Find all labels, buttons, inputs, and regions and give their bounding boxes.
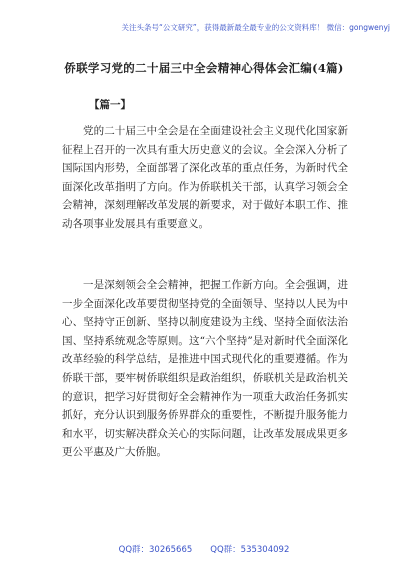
body-paragraph: 一是深刻领会全会精神，把握工作新方向。全会强调，进一步全面深化改革要贯彻坚持党的全面领导、坚持以人民为中心、坚持守正创新、坚持以制度建设为主线、坚持全面依法治国、坚持系统观念等原则。这“六个坚持”是对新时代全面深化改革经验的科学总结，是推进中国式现代化的重要遵循。作为侨联干部，要牢树侨联组织是政治组织，侨联机关是政治机关的意识，把学习好贯彻好全会精神作为一项重大政治任务抓实抓好，充分认识到服务侨界群众的重要性，不断提升服务能力和水平，切实解决群众关心的实际问题，让改革发展成果更多更公平惠及广大侨胞。 <box>62 279 348 459</box>
document-title: 侨联学习党的二十届三中全会精神心得体会汇编(4篇) <box>64 61 344 75</box>
section-label: 【篇一】 <box>89 99 131 111</box>
footer-qq-group-1: QQ群：30265665 <box>118 545 193 555</box>
footer-contact <box>0 543 408 555</box>
header-promo-note: 关注头条号“公文研究”，获得最新最全最专业的公文资料库！ 微信：gongwenyj <box>121 23 390 32</box>
body-paragraph: 党的二十届三中全会是在全面建设社会主义现代化国家新征程上召开的一次具有重大历史意义的会议。全会深入分析了国际国内形势，全面部署了深化改革的重点任务，为新时代全面深化改革指明了方向。作为侨联机关干部，认真学习领会全会精神，深刻理解改革发展的新要求，对于做好本职工作、推动各项事业发展具有重要意义。 <box>62 125 348 230</box>
footer-qq-group-2: QQ群：535304092 <box>210 545 290 555</box>
